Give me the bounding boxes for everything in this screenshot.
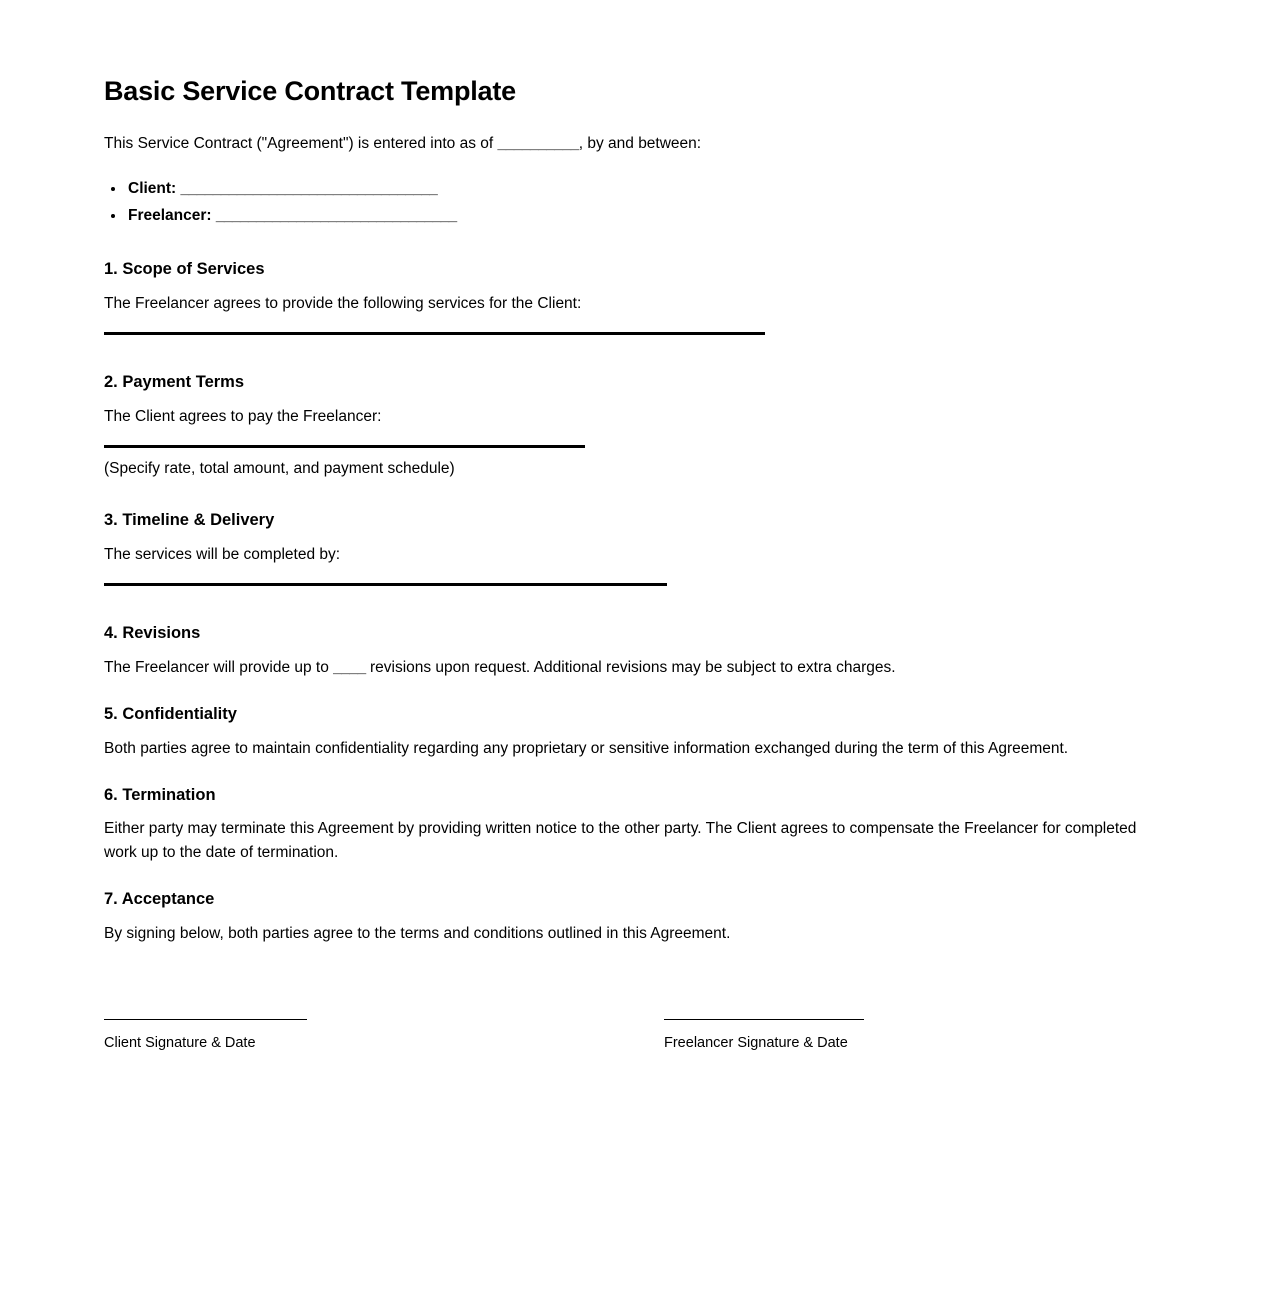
- section-heading: 2. Payment Terms: [104, 373, 245, 392]
- section-payment-terms: [104, 372, 1172, 480]
- freelancer-signature-label: Freelancer Signature & Date: [664, 1034, 848, 1051]
- party-list: [104, 176, 1172, 229]
- revisions-count-blank: ____: [333, 658, 366, 676]
- client-label: Client:: [128, 179, 177, 197]
- section-revisions: [104, 623, 1172, 679]
- list-item-freelancer: [126, 203, 1172, 230]
- section-body: Both parties agree to maintain confidentiality regarding any proprietary or sensitive information exchanged during the term of this Agreement.: [104, 739, 1069, 757]
- section-heading: 1. Scope of Services: [104, 260, 265, 279]
- section-body: The Client agrees to pay the Freelancer:: [104, 407, 382, 425]
- payment-note: (Specify rate, total amount, and payment schedule): [104, 459, 455, 477]
- intro-text-after: , by and between:: [578, 135, 702, 153]
- list-item-client: [126, 176, 1172, 203]
- spacer: [104, 586, 1172, 623]
- section-termination: [104, 785, 1172, 864]
- section-acceptance: [104, 889, 1172, 945]
- section-body: By signing below, both parties agree to the terms and conditions outlined in this Agreement.: [104, 924, 731, 942]
- freelancer-blank: ______________________________: [215, 206, 457, 224]
- section-confidentiality: [104, 704, 1172, 760]
- section-heading: 6. Termination: [104, 785, 216, 804]
- section-body: Either party may terminate this Agreement by providing written notice to the other party. The Client agrees to compensate the Freelancer for completed work up to the date of termination.: [104, 820, 1137, 861]
- client-blank: ________________________________: [180, 179, 438, 197]
- client-signature-block: [104, 1019, 307, 1053]
- spacer: [104, 679, 1172, 704]
- spacer: [104, 480, 1172, 510]
- section-timeline-delivery: [104, 510, 1172, 586]
- page-title: Basic Service Contract Template: [104, 76, 516, 106]
- freelancer-label: Freelancer:: [128, 206, 212, 224]
- section-heading: 5. Confidentiality: [104, 704, 237, 723]
- spacer: [104, 864, 1172, 889]
- section-body: The Freelancer agrees to provide the following services for the Client:: [104, 294, 582, 312]
- section-body: [104, 656, 1172, 679]
- section-heading: 7. Acceptance: [104, 889, 215, 908]
- spacer: [104, 335, 1172, 372]
- freelancer-signature-block: [664, 1019, 864, 1053]
- spacer: [104, 760, 1172, 785]
- freelancer-signature-line[interactable]: [664, 1019, 864, 1020]
- section-scope-of-services: [104, 259, 1172, 335]
- client-signature-label: Client Signature & Date: [104, 1034, 256, 1051]
- revisions-text-after: revisions upon request. Additional revisions may be subject to extra charges.: [365, 658, 896, 676]
- payment-fill-in-rule: [104, 445, 585, 448]
- intro-paragraph: [104, 133, 1172, 155]
- section-body: The services will be completed by:: [104, 545, 341, 563]
- section-heading: 3. Timeline & Delivery: [104, 511, 275, 530]
- section-heading: 4. Revisions: [104, 624, 201, 643]
- revisions-text-before: The Freelancer will provide up to: [104, 658, 334, 676]
- date-blank: __________: [497, 135, 579, 153]
- client-signature-line[interactable]: [104, 1019, 307, 1020]
- intro-text-before: This Service Contract ("Agreement") is entered into as of: [104, 135, 498, 153]
- signature-area: [104, 1019, 1172, 1089]
